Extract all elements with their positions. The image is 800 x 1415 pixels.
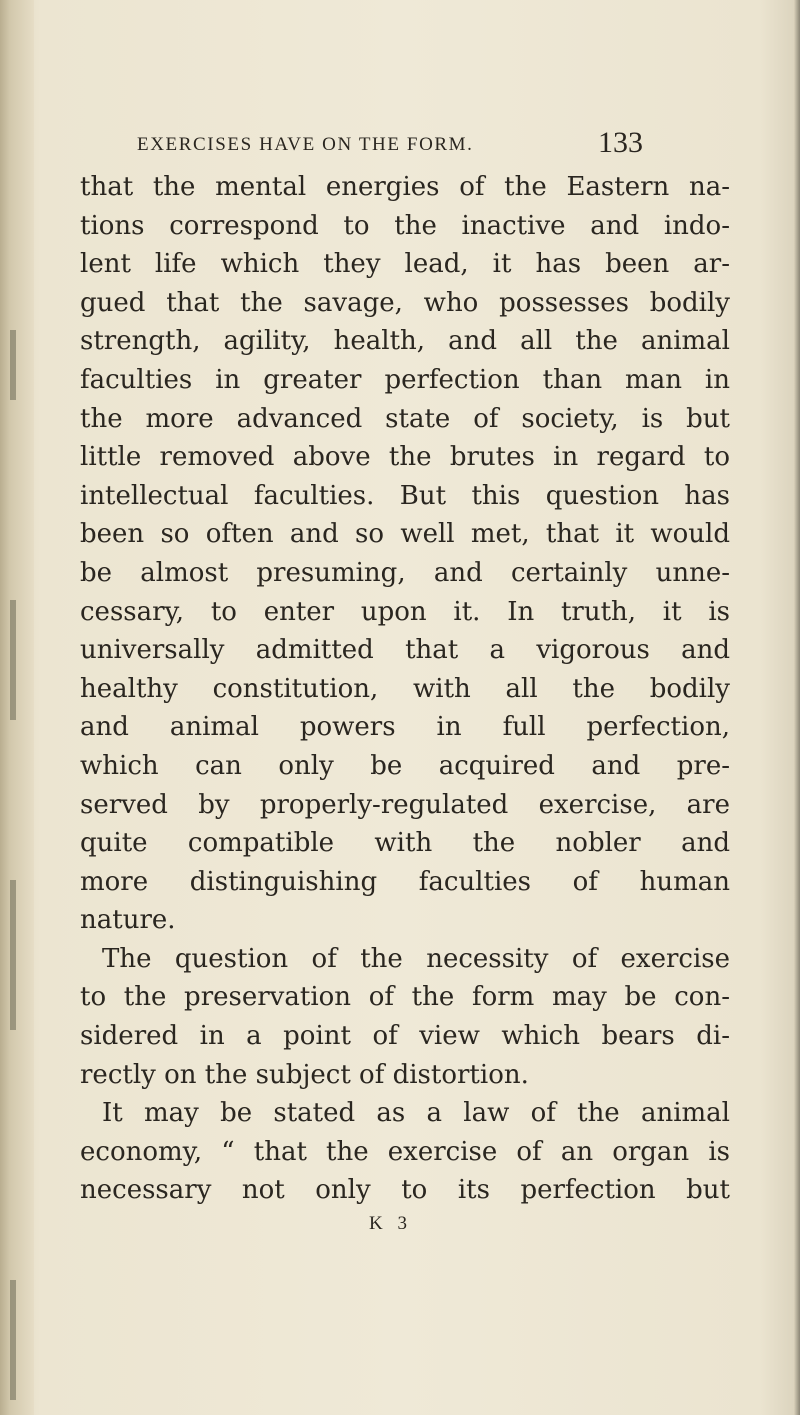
gutter-shadow: [10, 880, 16, 1030]
text-line: sidered in a point of view which bears di-: [80, 1021, 730, 1052]
text-line: which can only be acquired and pre-: [80, 750, 730, 781]
running-head: EXERCISES HAVE ON THE FORM.: [137, 134, 474, 155]
text-line: It may be stated as a law of the animal: [102, 1098, 730, 1129]
text-line: to the preservation of the form may be con-: [80, 982, 730, 1013]
page-number: 133: [598, 126, 643, 159]
text-line: rectly on the subject of distortion.: [80, 1059, 529, 1090]
text-line: faculties in greater perfection than man in: [80, 364, 730, 395]
text-line: universally admitted that a vigorous and: [80, 635, 730, 666]
text-line: tions correspond to the inactive and indo-: [80, 210, 730, 241]
text-line: served by properly-regulated exercise, are: [80, 789, 730, 820]
text-line: economy, “ that the exercise of an organ is: [80, 1136, 730, 1167]
body-text: [80, 168, 730, 1210]
text-line: be almost presuming, and certainly unne-: [80, 557, 730, 588]
text-line: The question of the necessity of exercise: [102, 943, 730, 974]
text-line: more distinguishing faculties of human: [80, 866, 730, 897]
text-line: and animal powers in full perfection,: [80, 712, 730, 743]
text-line: cessary, to enter upon it. In truth, it is: [80, 596, 730, 627]
text-line: healthy constitution, with all the bodily: [80, 673, 730, 704]
text-line: nature.: [80, 905, 176, 936]
text-line: little removed above the brutes in regard to: [80, 442, 730, 473]
text-line: strength, agility, health, and all the animal: [80, 326, 730, 357]
text-line: quite compatible with the nobler and: [80, 828, 730, 859]
text-line: gued that the savage, who possesses bodily: [80, 287, 730, 318]
gutter-shadow: [10, 600, 16, 720]
signature-mark: K 3: [369, 1213, 412, 1234]
text-line: necessary not only to its perfection but: [80, 1175, 730, 1206]
text-line: lent life which they lead, it has been ar-: [80, 249, 730, 280]
page-edge: [794, 0, 800, 1415]
text-line: that the mental energies of the Eastern na-: [80, 172, 730, 202]
text-line: the more advanced state of society, is but: [80, 403, 730, 434]
text-line: been so often and so well met, that it would: [80, 519, 730, 550]
page-gutter: [0, 0, 34, 1415]
gutter-shadow: [10, 1280, 16, 1400]
gutter-shadow: [10, 330, 16, 400]
text-line: intellectual faculties. But this question has: [80, 480, 730, 511]
